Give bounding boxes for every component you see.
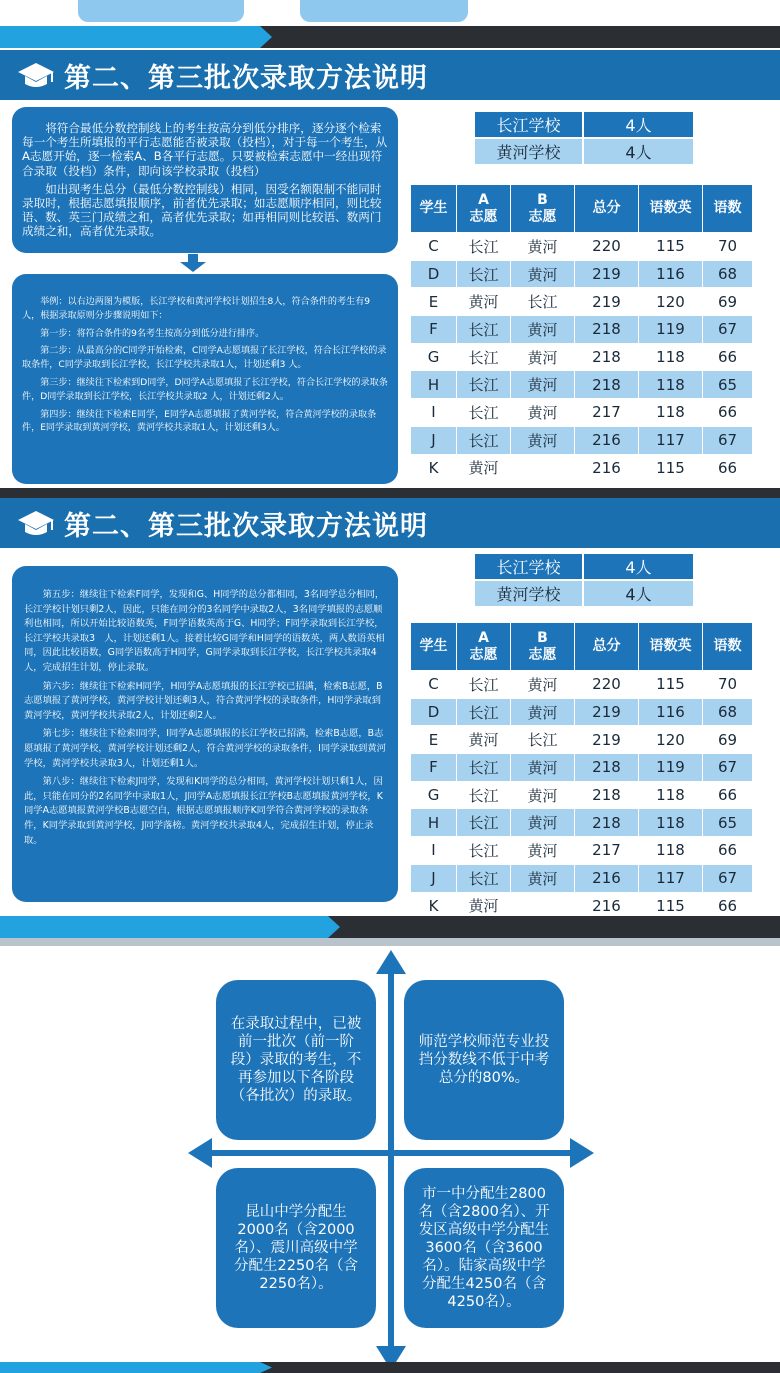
section-header	[0, 50, 780, 100]
cell-a-choice: 长江	[457, 671, 511, 699]
student-table	[410, 622, 753, 920]
cell-yushu: 66	[703, 781, 753, 809]
step-paragraph: 第五步：继续往下检索F同学，发现和G、H同学的总分都相同，3名同学总分相同，长江学校计划只剩2人，因此，只能在同分的3名同学中录取2人，3名同学填报的志愿顺利也相同，所以开始比较语数英，F同学语数英高于G、H同学；F同学录取到长江学校，长江学校共录取3 人，计划还剩1人。接着比较G同学和H同学的语数英，两人数语英相同，因此比较语数，G同学语数高于H同学，G同学录取到长江学校，长江学校共录取4人，完成招生计划，停止录取。	[24, 589, 385, 673]
cell-b-choice: 长江	[511, 726, 575, 754]
cell-yse: 118	[639, 371, 703, 399]
cell-a-choice: 长江	[457, 754, 511, 782]
step-paragraph: 第八步：继续往下检索J同学，发现和K同学的总分相同，黄河学校计划只剩1人，因此，只能在同分的2名同学中录取1人，J同学A志愿填报长江学校B志愿填报黄河学校，K同学A志愿填报黄河学校B志愿空白，根据志愿填报顺序K同学符合黄河学校的录取条件，K同学录取到黄河学校，J同学落榜。黄河学校共录取4人，完成招生计划，停止录取。	[24, 776, 383, 846]
cell-yushu: 69	[703, 288, 753, 316]
cell-student: J	[411, 864, 457, 892]
step-paragraph: 第四步：继续往下检索E同学，E同学A志愿填报了黄河学校，符合黄河学校的录取条件，E同学录取到黄河学校，黄河学校共录取1人，计划还剩3人。	[22, 409, 377, 434]
cell-student: E	[411, 288, 457, 316]
table-row	[411, 809, 753, 837]
table-row	[411, 454, 753, 482]
cell-yse: 116	[639, 698, 703, 726]
cell-yse: 115	[639, 892, 703, 920]
quota-row	[475, 112, 693, 138]
cell-yushu: 66	[703, 454, 753, 482]
quota-school: 黄河学校	[475, 580, 583, 606]
cell-student: I	[411, 837, 457, 865]
table-row	[411, 781, 753, 809]
cell-yse: 118	[639, 837, 703, 865]
separator-bar	[0, 26, 780, 48]
cell-a-choice: 长江	[457, 371, 511, 399]
cell-student: G	[411, 343, 457, 371]
cell-student: F	[411, 316, 457, 344]
cell-student: K	[411, 892, 457, 920]
cell-yse: 115	[639, 233, 703, 261]
cell-b-choice	[511, 454, 575, 482]
cell-student: C	[411, 671, 457, 699]
graduation-cap-icon	[16, 508, 56, 538]
quota-count: 4人	[583, 112, 693, 138]
cell-yse: 118	[639, 781, 703, 809]
cell-b-choice: 长江	[511, 288, 575, 316]
quota-school: 长江学校	[475, 554, 583, 580]
cell-a-choice: 长江	[457, 260, 511, 288]
cell-total: 219	[575, 726, 639, 754]
cell-total: 220	[575, 233, 639, 261]
header-a-choice: A 志愿	[457, 185, 511, 233]
quadrant-bottom-right: 市一中分配生2800名（含2800名）、开发区高级中学分配生3600名（含3600名）。陆家高级中学分配生4250名（含4250名）。	[404, 1168, 564, 1328]
cell-yushu: 68	[703, 260, 753, 288]
cell-total: 216	[575, 864, 639, 892]
section-header	[0, 498, 780, 548]
header-student: 学生	[411, 185, 457, 233]
cell-a-choice: 长江	[457, 343, 511, 371]
cell-student: J	[411, 426, 457, 454]
cell-yse: 116	[639, 260, 703, 288]
quota-table	[475, 112, 693, 164]
cell-b-choice: 黄河	[511, 809, 575, 837]
cell-yushu: 66	[703, 837, 753, 865]
cell-total: 216	[575, 892, 639, 920]
step-paragraph: 第六步：继续往下检索H同学，H同学A志愿填报的长江学校已招满，检索B志愿，B志愿填报了黄河学校，黄河学校计划还剩3人，符合黄河学校的录取条件，H同学录取到黄河学校，黄河学校共录取2人，计划还剩2人。	[24, 680, 383, 721]
cell-a-choice: 长江	[457, 399, 511, 427]
quota-row	[475, 580, 693, 606]
step-paragraph: 第三步：继续往下检索到D同学，D同学A志愿填报了长江学校，符合长江学校的录取条件，D同学录取到长江学校，长江学校共录取2 人，计划还剩2人。	[22, 377, 388, 402]
cell-yse: 120	[639, 288, 703, 316]
top-tile-right	[300, 0, 468, 22]
cell-yse: 118	[639, 399, 703, 427]
table-row	[411, 726, 753, 754]
header-b-choice: B 志愿	[511, 185, 575, 233]
header-yse: 语数英	[639, 185, 703, 233]
cell-b-choice: 黄河	[511, 837, 575, 865]
cell-a-choice: 黄河	[457, 288, 511, 316]
cell-b-choice: 黄河	[511, 260, 575, 288]
separator-bar	[0, 488, 780, 498]
cell-yushu: 66	[703, 343, 753, 371]
cell-b-choice: 黄河	[511, 399, 575, 427]
header-b-choice: B 志愿	[511, 623, 575, 671]
cell-total: 219	[575, 260, 639, 288]
cell-student: H	[411, 371, 457, 399]
quota-school: 长江学校	[475, 112, 583, 138]
cell-total: 220	[575, 671, 639, 699]
cell-yse: 118	[639, 809, 703, 837]
cell-b-choice: 黄河	[511, 426, 575, 454]
table-row	[411, 754, 753, 782]
table-row	[411, 671, 753, 699]
cell-yushu: 70	[703, 671, 753, 699]
cell-b-choice: 黄河	[511, 316, 575, 344]
rule-explanation-box	[12, 107, 398, 253]
cell-yse: 119	[639, 754, 703, 782]
cell-total: 218	[575, 343, 639, 371]
cell-a-choice: 长江	[457, 316, 511, 344]
table-row	[411, 288, 753, 316]
cell-total: 216	[575, 426, 639, 454]
cell-yushu: 67	[703, 754, 753, 782]
cell-yushu: 65	[703, 809, 753, 837]
cell-a-choice: 长江	[457, 426, 511, 454]
cell-b-choice: 黄河	[511, 864, 575, 892]
cell-a-choice: 长江	[457, 233, 511, 261]
cell-student: C	[411, 233, 457, 261]
cell-student: G	[411, 781, 457, 809]
header-yse: 语数英	[639, 623, 703, 671]
cell-total: 219	[575, 288, 639, 316]
separator-lower-strip	[0, 938, 780, 946]
cell-yushu: 66	[703, 399, 753, 427]
header-yushu: 语数	[703, 623, 753, 671]
table-row	[411, 698, 753, 726]
cell-a-choice: 长江	[457, 809, 511, 837]
student-table	[410, 184, 753, 482]
quadrant-top-left: 在录取过程中，已被前一批次（前一阶段）录取的考生，不再参加以下各阶段（各批次）的录取。	[216, 980, 376, 1140]
table-row	[411, 399, 753, 427]
cell-yushu: 67	[703, 316, 753, 344]
cell-yushu: 65	[703, 371, 753, 399]
cell-yse: 115	[639, 671, 703, 699]
step-paragraph: 第七步：继续往下检索I同学，I同学A志愿填报的长江学校已招满，检索B志愿，B志愿填报了黄河学校，黄河学校计划还剩2人，符合黄河学校的录取条件，I同学录取到黄河学校，黄河学校共录取3人，计划还剩1人。	[24, 728, 386, 769]
cell-yse: 119	[639, 316, 703, 344]
example-steps-box	[12, 274, 398, 484]
cell-yushu: 67	[703, 426, 753, 454]
step-paragraph: 第二步：从最高分的C同学开始检索，C同学A志愿填报了长江学校，符合长江学校的录取条件，C同学录取到长江学校，长江学校共录取1人，计划还剩3 人。	[22, 346, 387, 371]
cell-student: I	[411, 399, 457, 427]
quadrant-bottom-left: 昆山中学分配生2000名（含2000名）、震川高级中学分配生2250名（含2250名）。	[216, 1168, 376, 1328]
down-arrow-icon	[178, 254, 208, 272]
cell-total: 218	[575, 781, 639, 809]
cell-yse: 117	[639, 426, 703, 454]
separator-bar	[0, 916, 780, 938]
table-row	[411, 316, 753, 344]
cell-student: D	[411, 698, 457, 726]
cell-a-choice: 黄河	[457, 726, 511, 754]
cell-total: 218	[575, 316, 639, 344]
cell-total: 217	[575, 837, 639, 865]
rule-paragraph: 将符合最低分数控制线上的考生按高分到低分排序，逐分逐个检索每一个考生所填报的平行志愿能否被录取（投档），对于每一个考生，从A志愿开始，逐一检索A、B各平行志愿。只要被检索志愿中一经出现符合录取（投档）条件，即向该学校录取（投档）	[22, 121, 388, 178]
cell-b-choice: 黄河	[511, 781, 575, 809]
cell-yushu: 68	[703, 698, 753, 726]
cell-student: D	[411, 260, 457, 288]
cell-a-choice: 黄河	[457, 454, 511, 482]
cell-student: H	[411, 809, 457, 837]
cell-b-choice: 黄河	[511, 343, 575, 371]
cell-b-choice: 黄河	[511, 671, 575, 699]
example-steps-box	[12, 566, 398, 902]
cell-b-choice: 黄河	[511, 698, 575, 726]
cell-total: 217	[575, 399, 639, 427]
quota-count: 4人	[583, 138, 693, 164]
quota-table	[475, 554, 693, 606]
cell-b-choice: 黄河	[511, 233, 575, 261]
quota-row	[475, 554, 693, 580]
table-row	[411, 233, 753, 261]
cell-b-choice: 黄河	[511, 371, 575, 399]
rule-paragraph: 如出现考生总分（最低分数控制线）相同，因受名额限制不能同时录取时，根据志愿填报顺序，前者优先录取；如志愿顺序相同，则比较语、数、英三门成绩之和，高者优先录取；如再相同则比较语、数两门成绩之和，高者优先录取。	[22, 181, 382, 239]
table-row	[411, 343, 753, 371]
cell-a-choice: 长江	[457, 837, 511, 865]
cell-yse: 120	[639, 726, 703, 754]
cell-student: E	[411, 726, 457, 754]
header-total: 总分	[575, 185, 639, 233]
header-a-choice: A 志愿	[457, 623, 511, 671]
cell-yse: 117	[639, 864, 703, 892]
step-paragraph: 第一步：将符合条件的9名考生按高分到低分进行排序。	[40, 328, 265, 339]
cell-yse: 118	[639, 343, 703, 371]
cell-total: 218	[575, 754, 639, 782]
section-title: 第二、第三批次录取方法说明	[64, 62, 428, 94]
quota-count: 4人	[583, 554, 693, 580]
table-row	[411, 371, 753, 399]
header-student: 学生	[411, 623, 457, 671]
cell-a-choice: 长江	[457, 864, 511, 892]
quota-count: 4人	[583, 580, 693, 606]
quota-school: 黄河学校	[475, 138, 583, 164]
cell-student: F	[411, 754, 457, 782]
graduation-cap-icon	[16, 60, 56, 90]
cell-yse: 115	[639, 454, 703, 482]
cell-total: 218	[575, 809, 639, 837]
table-row	[411, 864, 753, 892]
cell-b-choice: 黄河	[511, 754, 575, 782]
cell-total: 216	[575, 454, 639, 482]
cell-total: 219	[575, 698, 639, 726]
cell-total: 218	[575, 371, 639, 399]
cell-yushu: 69	[703, 726, 753, 754]
quota-row	[475, 138, 693, 164]
table-row	[411, 837, 753, 865]
cell-yushu: 66	[703, 892, 753, 920]
top-tile-left	[78, 0, 244, 22]
section-title: 第二、第三批次录取方法说明	[64, 510, 428, 542]
cell-yushu: 67	[703, 864, 753, 892]
step-paragraph: 举例：以右边两图为模版，长江学校和黄河学校计划招生8人，符合条件的考生有9人，根据录取原则分步骤说明如下：	[22, 297, 371, 321]
cell-a-choice: 黄河	[457, 892, 511, 920]
header-yushu: 语数	[703, 185, 753, 233]
header-total: 总分	[575, 623, 639, 671]
cell-student: K	[411, 454, 457, 482]
quadrant-top-right: 师范学校师范专业投挡分数线不低于中考总分的80%。	[404, 980, 564, 1140]
cell-a-choice: 长江	[457, 698, 511, 726]
table-row	[411, 260, 753, 288]
cell-yushu: 70	[703, 233, 753, 261]
cell-a-choice: 长江	[457, 781, 511, 809]
separator-bar	[0, 1362, 780, 1373]
table-row	[411, 426, 753, 454]
